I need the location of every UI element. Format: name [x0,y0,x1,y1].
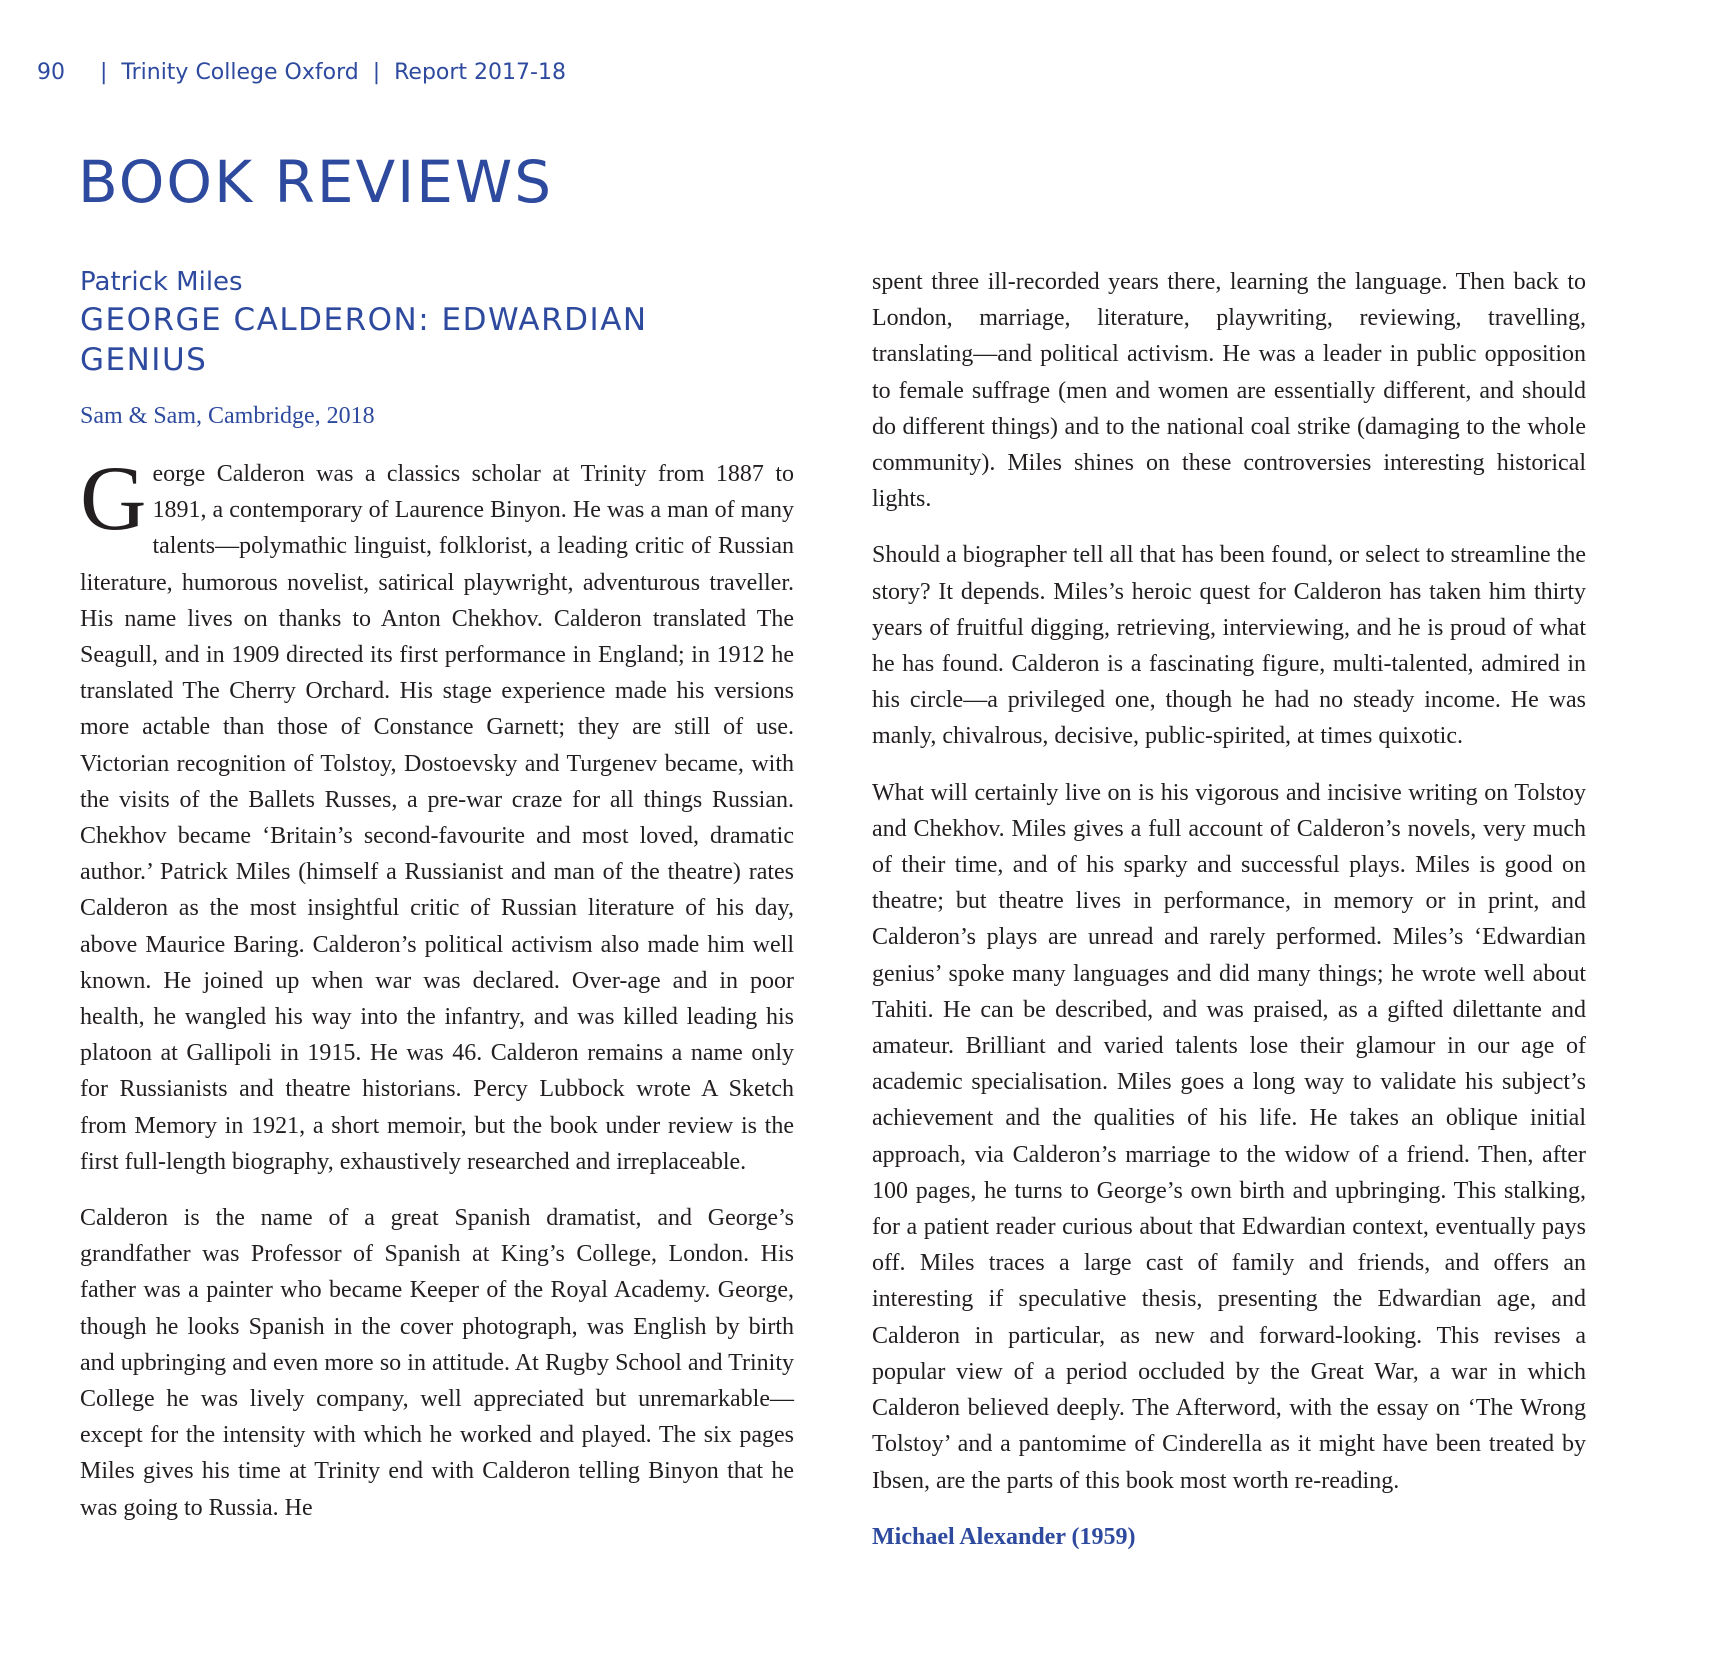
review-column-right [872,264,1586,1555]
review-paragraph-4 [872,775,1586,1499]
header-college: Trinity College Oxford [121,60,359,85]
page-number: 90 [37,60,65,85]
reviewer-signature: Michael Alexander (1959) [872,1523,1136,1550]
paragraph-text: spent three ill-recorded years there, learning the language. Then back to London, marriage, literature, playwriting, reviewing, travelling, translating—and political activism. He was a leader in public opposition to female suffrage (men and women are essentially different, and should do different things) and to the national coal strike (damaging to the whole community). Miles shines on these controversies interesting historical lights. [872,269,1586,513]
header-report: Report 2017-18 [394,60,566,85]
paragraph-text: Should a biographer tell all that has been found, or select to streamline the story? It depends. Miles’s heroic quest for Calderon has taken him thirty years of fruitful digging, retrieving, interviewing, and he is proud of what he has found. Calderon is a fascinating figure, multi-talented, admired in his circle—a privileged one, though he had no steady income. He was manly, chivalrous, decisive, public-spirited, at times quixotic. [872,542,1586,750]
review-paragraph-1 [80,447,794,1180]
section-title: BOOK REVIEWS [78,148,554,216]
publisher-line: Sam & Sam, Cambridge, 2018 [80,403,375,429]
review-column-left [80,447,794,1546]
drop-cap: G [80,447,147,549]
review-paragraph-3 [872,537,1586,754]
paragraph-text: What will certainly live on is his vigorous and incisive writing on Tolstoy and Chekhov. Miles gives a full account of Calderon’s novels, very much of their time, and of his sparky and successful plays. Miles is good on theatre; but theatre lives in performance, in memory or in print, and Calderon’s plays are unread and rarely performed. Miles’s ‘Edwardian genius’ spoke many languages and did many things; he wrote well about Tahiti. He can be described, and was praised, as a gifted dilettante and amateur. Brilliant and varied talents lose their glamour in our age of academic specialisation. Miles goes a long way to validate his subject’s achievement and the qualities of his life. He takes an oblique initial approach, via Calderon’s marriage to the widow of a friend. Then, after 100 pages, he turns to George’s own birth and upbringing. This stalking, for a patient reader curious about that Edwardian context, eventually pays off. Miles traces a large cast of family and friends, and offers an interesting if speculative thesis, presenting the Edwardian age, and Calderon in particular, as new and forward-looking. This revises a popular view of a period occluded by the Great War, a war in which Calderon believed deeply. The Afterword, with the essay on ‘The Wrong Tolstoy’ and a pantomime of Cinderella as it might have been treated by Ibsen, are the parts of this book most worth re-reading. [872,779,1586,1494]
review-paragraph-2-end [872,264,1586,517]
paragraph-text: eorge Calderon was a classics scholar at Trinity from 1887 to 1891, a contemporary of Laurence Binyon. He was a man of many talents—polymathic linguist, folklorist, a leading critic of Russian literature, humorous novelist, satirical playwright, adventurous traveller. His name lives on thanks to Anton Chekhov. Calderon translated The Seagull, and in 1909 directed its first performance in England; in 1912 he translated The Cherry Orchard. His stage experience made his versions more actable than those of Constance Garnett; they are still of use. Victorian recognition of Tolstoy, Dostoevsky and Turgenev became, with the visits of the Ballets Russes, a pre-war craze for all things Russian. Chekhov became ‘Britain’s second-favourite and most loved, dramatic author.’ Patrick Miles (himself a Russianist and man of the theatre) rates Calderon as the most insightful critic of Russian literature of his day, above Maurice Baring. Calderon’s political activism also made him well known. He joined up when war was declared. Over-age and in poor health, he wangled his way into the infantry, and was killed leading his platoon at Gallipoli in 1915. He was 46. Calderon remains a name only for Russianists and theatre historians. Percy Lubbock wrote A Sketch from Memory in 1921, a short memoir, but the book under review is the first full-length biography, exhaustively researched and irreplaceable. [80,461,794,1175]
running-head [37,60,566,85]
header-separator: | [99,60,108,85]
review-author: Patrick Miles [80,267,243,297]
paragraph-text: Calderon is the name of a great Spanish dramatist, and George’s grandfather was Professor of Spanish at King’s College, London. His father was a painter who became Keeper of the Royal Academy. George, though he looks Spanish in the cover photograph, was English by birth and upbringing and even more so in attitude. At Rugby School and Trinity College he was lively company, well appreciated but unremarkable—except for the intensity with which he worked and played. The six pages Miles gives his time at Trinity end with Calderon telling Binyon that he was going to Russia. He [80,1205,794,1521]
header-separator: | [372,60,381,85]
book-title: GEORGE CALDERON: EDWARDIAN GENIUS [80,302,648,378]
review-paragraph-2-start [80,1200,794,1526]
